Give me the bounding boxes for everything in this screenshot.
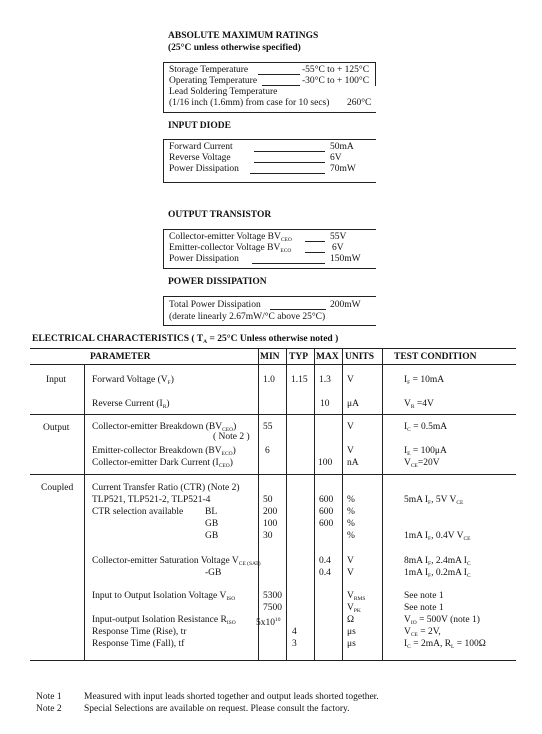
input-diode-value: 6V bbox=[330, 153, 342, 163]
cell-max: 0.4 bbox=[319, 568, 331, 578]
cell-unit: % bbox=[347, 531, 355, 541]
cell-unit: $V_{PK}$ bbox=[347, 603, 361, 614]
cell-condition: $I_F = 10mA$ bbox=[404, 375, 445, 386]
output-transistor-value: 55V bbox=[330, 232, 347, 242]
note-label: Note 1 bbox=[36, 692, 62, 702]
cell-typ: 4 bbox=[292, 627, 297, 637]
output-transistor-label: Collector-emitter Voltage $BV_{CEO}$ bbox=[169, 232, 292, 243]
cell-condition: 1mA $I_F$, 0.4V $V_{CE}$ bbox=[404, 531, 471, 542]
cell-condition: See note 1 bbox=[404, 591, 444, 601]
param-dark-current: Collector-emitter Dark Current $(I_{CEO})$ bbox=[92, 458, 233, 469]
cell-unit: V bbox=[347, 446, 354, 456]
header-min: MIN bbox=[260, 352, 280, 362]
param-response-fall: Response Time (Fall), tf bbox=[92, 639, 185, 649]
leader-line bbox=[250, 173, 325, 174]
cell-max: 600 bbox=[319, 519, 334, 529]
ctr-grade: GB bbox=[205, 519, 219, 529]
table-rule bbox=[342, 348, 343, 660]
table-rule bbox=[84, 364, 85, 660]
power-dissipation-title: POWER DISSIPATION bbox=[168, 277, 267, 287]
cell-max: 600 bbox=[319, 495, 334, 505]
output-transistor-label: Power Dissipation bbox=[169, 254, 239, 264]
cell-condition: 1mA $I_F$, 0.2mA $I_C$ bbox=[404, 568, 471, 579]
cell-typ: 1.15 bbox=[291, 375, 308, 385]
param-forward-voltage: Forward Voltage $(V_F)$ bbox=[92, 375, 174, 386]
input-diode-label: Reverse Voltage bbox=[169, 153, 231, 163]
cell-unit: nA bbox=[347, 458, 359, 468]
leader-line bbox=[270, 309, 326, 310]
leader-line bbox=[258, 74, 300, 75]
abs-max-label: Storage Temperature bbox=[169, 65, 249, 75]
cell-min: $5x10^{10}$ bbox=[256, 617, 281, 628]
leader-line bbox=[262, 85, 300, 86]
abs-max-value-border bbox=[375, 62, 376, 86]
cell-condition: $V_{IO} = 500V$ (note 1) bbox=[404, 615, 480, 626]
cell-unit: μs bbox=[347, 639, 356, 649]
cell-unit: V bbox=[347, 556, 354, 566]
cell-condition: 5mA $I_F$, 5V $V_{CE}$ bbox=[404, 495, 464, 506]
cell-min: 55 bbox=[263, 422, 273, 432]
header-max: MAX bbox=[316, 352, 339, 362]
table-rule bbox=[30, 348, 516, 349]
input-diode-title: INPUT DIODE bbox=[168, 121, 231, 131]
cell-min: 6 bbox=[265, 446, 270, 456]
output-transistor-value: 150mW bbox=[330, 254, 361, 264]
output-transistor-label: Emitter-collector Voltage $BV_{ECO}$ bbox=[169, 243, 292, 254]
note-text: Special Selections are available on request. Please consult the factory. bbox=[84, 704, 350, 714]
input-diode-label: Forward Current bbox=[169, 142, 233, 152]
abs-max-label: Operating Temperature bbox=[169, 76, 258, 86]
cell-condition: $V_{CE}=20V$ bbox=[404, 458, 440, 469]
cell-condition: $V_R =4V$ bbox=[404, 399, 434, 410]
output-transistor-value: 6V bbox=[332, 243, 344, 253]
cell-min: 50 bbox=[263, 495, 273, 505]
abs-max-value: -30°C to + 100°C bbox=[302, 76, 370, 86]
header-test-condition: TEST CONDITION bbox=[394, 352, 477, 362]
group-output: Output bbox=[43, 423, 70, 433]
cell-min: 30 bbox=[263, 531, 273, 541]
cell-min: 1.0 bbox=[263, 375, 275, 385]
cell-min: 5300 bbox=[263, 591, 282, 601]
cell-unit: $V_{RMS}$ bbox=[347, 591, 366, 602]
cell-unit: V bbox=[347, 568, 354, 578]
abs-max-subtitle: (25°C unless otherwise specified) bbox=[168, 43, 301, 53]
input-diode-value: 70mW bbox=[330, 164, 356, 174]
power-dissipation-label: Total Power Dissipation bbox=[169, 300, 261, 310]
leader-line bbox=[305, 241, 325, 242]
sat-grade: -GB bbox=[205, 568, 222, 578]
group-input: Input bbox=[46, 375, 67, 385]
param-isolation-voltage: Input to Output Isolation Voltage $V_{ISO}$ bbox=[92, 591, 236, 602]
cell-condition: 8mA $I_F$, 2.4mA $I_C$ bbox=[404, 556, 471, 567]
cell-unit: % bbox=[347, 507, 355, 517]
abs-max-value: -55°C to + 125°C bbox=[302, 65, 370, 75]
note-text: Measured with input leads shorted together and output leads shorted together. bbox=[84, 692, 379, 702]
cell-max: 600 bbox=[319, 507, 334, 517]
cell-unit: % bbox=[347, 519, 355, 529]
note-label: Note 2 bbox=[36, 704, 62, 714]
abs-max-title: ABSOLUTE MAXIMUM RATINGS bbox=[168, 31, 319, 41]
cell-max: 0.4 bbox=[319, 556, 331, 566]
param-note: ( Note 2 ) bbox=[213, 432, 250, 442]
table-rule bbox=[30, 660, 516, 661]
cell-unit: μA bbox=[347, 399, 359, 409]
param-ctr-selection: CTR selection available bbox=[92, 507, 184, 517]
leader-line bbox=[252, 263, 325, 264]
param-ctr: Current Transfer Ratio (CTR) (Note 2) bbox=[92, 483, 240, 493]
param-ec-breakdown: Emitter-collector Breakdown $(BV_{ECO})$ bbox=[92, 446, 236, 457]
cell-max: 1.3 bbox=[319, 375, 331, 385]
param-reverse-current: Reverse Current $(I_R)$ bbox=[92, 399, 170, 410]
output-transistor-title: OUTPUT TRANSISTOR bbox=[168, 210, 272, 220]
leader-line bbox=[254, 162, 325, 163]
ctr-grade: GB bbox=[205, 531, 219, 541]
param-ctr-models: TLP521, TLP521-2, TLP521-4 bbox=[92, 495, 211, 505]
cell-condition: $I_C = 2mA$, $R_L = 100\Omega$ bbox=[404, 639, 486, 650]
cell-unit: % bbox=[347, 495, 355, 505]
cell-condition: See note 1 bbox=[404, 603, 444, 613]
cell-max: 10 bbox=[320, 399, 330, 409]
header-parameter: PARAMETER bbox=[90, 352, 151, 362]
power-dissipation-value: 200mW bbox=[330, 300, 361, 310]
cell-min: 100 bbox=[263, 519, 278, 529]
abs-max-label: Lead Soldering Temperature bbox=[169, 87, 278, 97]
table-rule bbox=[258, 348, 259, 660]
cell-unit: μs bbox=[347, 627, 356, 637]
input-diode-label: Power Dissipation bbox=[169, 164, 239, 174]
ctr-grade: BL bbox=[205, 507, 218, 517]
leader-line bbox=[254, 151, 325, 152]
header-units: UNITS bbox=[345, 352, 375, 362]
cell-unit: V bbox=[347, 375, 354, 385]
cell-unit: V bbox=[347, 422, 354, 432]
cell-condition: $V_{CE} = 2V$, bbox=[404, 627, 441, 638]
abs-max-value-border-top bbox=[301, 62, 376, 63]
cell-condition: $I_E = 100\mu A$ bbox=[404, 446, 447, 457]
electrical-title: ELECTRICAL CHARACTERISTICS ( $T_A = 25^\circ C$ Unless otherwise noted ) bbox=[32, 334, 339, 345]
cell-typ: 3 bbox=[292, 639, 297, 649]
table-rule bbox=[382, 348, 383, 660]
group-coupled: Coupled bbox=[41, 483, 74, 493]
cell-min: 200 bbox=[263, 507, 278, 517]
param-response-rise: Response Time (Rise), tr bbox=[92, 627, 187, 637]
cell-max: 100 bbox=[318, 458, 333, 468]
cell-condition: $I_C = 0.5mA$ bbox=[404, 422, 448, 433]
abs-max-value: 260°C bbox=[347, 98, 372, 108]
param-saturation: Collector-emitter Saturation Voltage $V_{CE (SAT)}$ bbox=[92, 556, 261, 567]
param-isolation-resistance: Input-output Isolation Resistance $R_{ISO}$ bbox=[92, 615, 236, 626]
table-rule bbox=[286, 348, 287, 660]
input-diode-value: 50mA bbox=[330, 142, 354, 152]
cell-unit: Ω bbox=[347, 615, 355, 625]
power-dissipation-note: (derate linearly 2.67mW/°C above 25°C) bbox=[169, 312, 326, 322]
cell-min: 7500 bbox=[263, 603, 282, 613]
abs-max-label: (1/16 inch (1.6mm) from case for 10 secs) bbox=[169, 98, 330, 108]
param-ce-breakdown: Collector-emitter Breakdown $(BV_{CEO})$ bbox=[92, 422, 237, 433]
table-rule bbox=[30, 414, 516, 415]
table-rule bbox=[314, 348, 315, 660]
leader-line bbox=[305, 252, 325, 253]
header-typ: TYP bbox=[289, 352, 308, 362]
table-rule bbox=[30, 474, 516, 475]
table-rule bbox=[30, 364, 516, 365]
